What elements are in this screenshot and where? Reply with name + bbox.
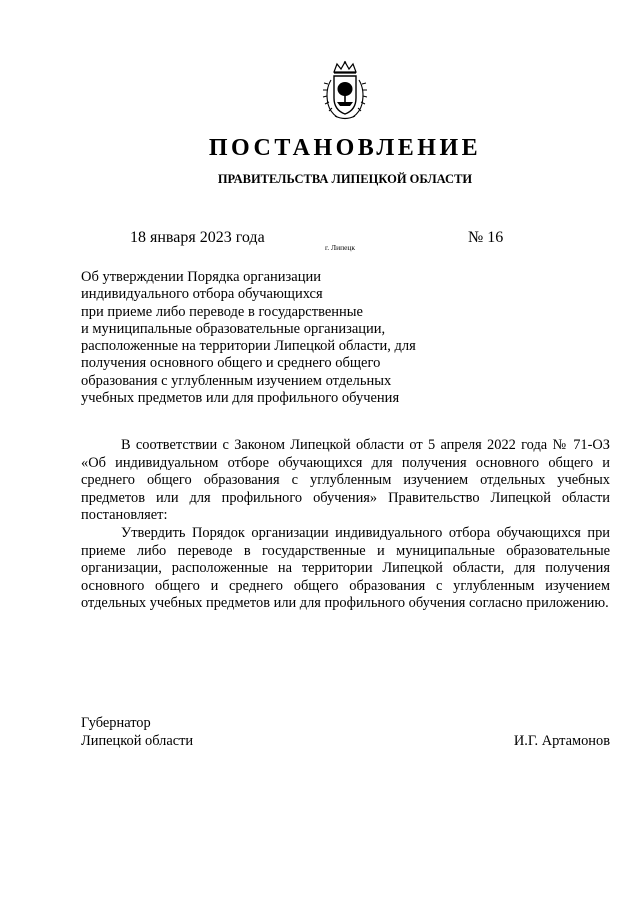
signatory-name: И.Г. Артамонов [513,733,610,749]
document-date: 18 января 2023 года [130,229,265,246]
coat-of-arms-icon [321,60,369,122]
subject-line: расположенные на территории Липецкой области, для [81,338,416,355]
document-place: г. Липецк [325,243,356,252]
subject-line: образования с углубленным изучением отдельных [81,372,392,389]
subject-line: при приеме либо переводе в государственные [81,303,363,320]
document-number: № 16 [468,229,504,246]
body-paragraph-resolution: Утвердить Порядок организации индивидуального отбора обучающихся при приеме либо переводе в государственные и муниципальные образовательные организации, расположенные на территории Липецкой области, для получения основного общего и среднего общего образования с углубленным изучением отдельных учебных предметов или для профильного обучения согласно приложению. [81,524,610,612]
document-body [81,437,610,613]
document-type-title: ПОСТАНОВЛЕНИЕ [208,135,482,161]
body-paragraph-preamble: В соответствии с Законом Липецкой области от 5 апреля 2022 года № 71-ОЗ «Об индивидуальном отборе обучающихся для получения основного общего и среднего общего образования с углубленным изучением отдельных учебных предметов или для профильного обучения» Правительство Липецкой области постановляет: [81,437,610,524]
signatory-title-line-2: Липецкой области [81,733,194,749]
subject-line: учебных предметов или для профильного обучения [81,390,400,407]
document-subject [81,269,441,407]
signature-block [81,714,610,750]
signatory-title-line-1: Губернатор [81,715,151,731]
issuer-name: ПРАВИТЕЛЬСТВА ЛИПЕЦКОЙ ОБЛАСТИ [217,172,473,186]
subject-line: получения основного общего и среднего общего [81,355,381,372]
subject-line: и муниципальные образовательные организации, [81,320,386,337]
subject-line: индивидуального отбора обучающихся [81,286,323,303]
subject-line: Об утверждении Порядка организации [81,269,321,285]
